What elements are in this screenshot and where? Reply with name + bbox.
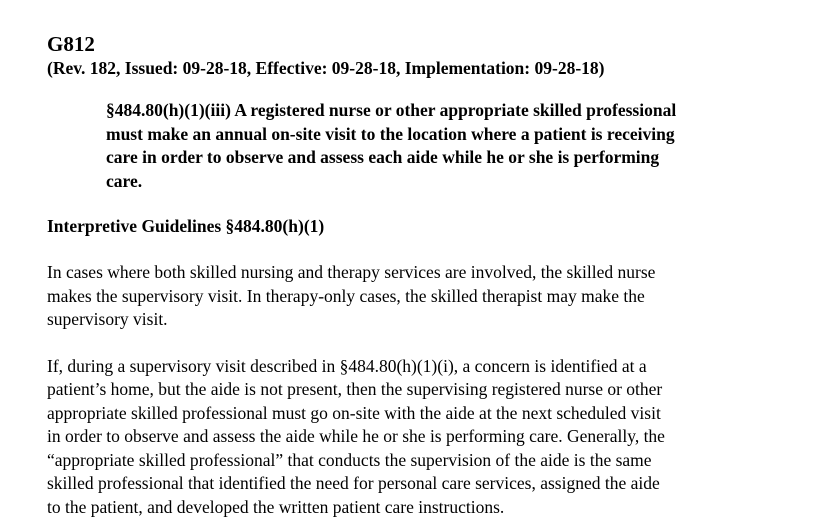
paragraph-line: patient’s home, but the aide is not present, then the supervising registered nurse or other: [47, 379, 663, 399]
paragraph-line: “appropriate skilled professional” that conducts the supervision of the aide is the same: [47, 449, 652, 470]
guidelines-heading: Interpretive Guidelines §484.80(h)(1): [47, 216, 325, 236]
document-page: [47, 32, 807, 519]
revision-line: (Rev. 182, Issued: 09-28-18, Effective: 09-28-18, Implementation: 09-28-18): [47, 58, 605, 78]
paragraph-line: In cases where both skilled nursing and therapy services are involved, the skilled nurse: [47, 262, 656, 282]
tag-code: G812: [47, 32, 95, 56]
regulation-line: care in order to observe and assess each aide while he or she is performing: [106, 147, 660, 167]
regulation-line: care.: [106, 170, 143, 191]
paragraph-line: skilled professional that identified the need for personal care services, assigned the aide: [47, 473, 660, 493]
regulation-line: §484.80(h)(1)(iii) A registered nurse or other appropriate skilled professional: [106, 100, 677, 120]
guidelines-paragraph: [47, 261, 807, 332]
paragraph-line: to the patient, and developed the written patient care instructions.: [47, 496, 505, 517]
regulation-text: [106, 99, 806, 193]
paragraph-line: supervisory visit.: [47, 309, 168, 329]
paragraph-line: appropriate skilled professional must go on-site with the aide at the next scheduled visit: [47, 402, 661, 423]
paragraph-line: If, during a supervisory visit described in §484.80(h)(1)(i), a concern is identified at a: [47, 355, 647, 376]
paragraph-line: makes the supervisory visit. In therapy-only cases, the skilled therapist may make the: [47, 285, 645, 306]
paragraph-line: in order to observe and assess the aide while he or she is performing care. Generally, the: [47, 426, 665, 446]
guidelines-paragraph: [47, 355, 807, 520]
regulation-line: must make an annual on-site visit to the location where a patient is receiving: [106, 123, 675, 144]
